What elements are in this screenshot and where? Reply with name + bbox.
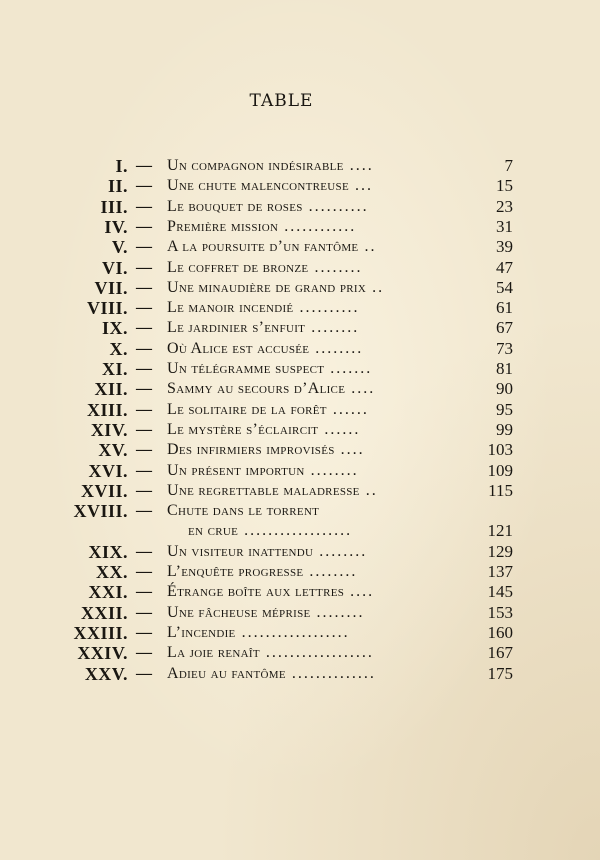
dot-leader: .................. <box>259 644 374 662</box>
dot-leader: .................. <box>235 623 350 641</box>
page-number: 109 <box>487 460 513 480</box>
toc-entry <box>0 379 600 399</box>
page-number: 23 <box>496 196 513 216</box>
page-number: 61 <box>496 298 513 318</box>
page-number: 15 <box>496 176 513 196</box>
chapter-title: Adieu au fantôme .............. <box>167 664 376 682</box>
chapter-dash: — <box>136 157 152 174</box>
chapter-title: L’incendie .................. <box>167 623 350 641</box>
page-number: 54 <box>496 277 513 297</box>
toc-entry <box>0 176 600 196</box>
page-number: 103 <box>487 440 513 460</box>
chapter-numeral: IV. <box>104 216 128 237</box>
chapter-title: Le jardinier s’enfuit ........ <box>167 319 360 337</box>
toc-entry <box>0 400 600 420</box>
toc-entry <box>0 156 600 176</box>
toc-entry <box>0 359 600 379</box>
chapter-title: Une regrettable maladresse .. <box>167 481 378 499</box>
page-number: 95 <box>496 399 513 419</box>
chapter-numeral: VIII. <box>86 298 128 319</box>
chapter-title: Des infirmiers improvisés .... <box>167 441 365 459</box>
chapter-title: La joie renaît .................. <box>167 644 374 662</box>
toc-entry <box>0 481 600 501</box>
dot-leader: .... <box>345 380 376 398</box>
chapter-title: Le manoir incendié .......... <box>167 299 360 317</box>
toc-entry <box>0 603 600 623</box>
chapter-title: Une minaudière de grand prix .. <box>167 278 385 296</box>
chapter-dash: — <box>136 400 152 418</box>
dot-leader: .......... <box>302 197 369 215</box>
page-number: 153 <box>487 602 513 622</box>
chapter-title: Première mission ............ <box>167 217 357 235</box>
dot-leader: .. <box>366 278 385 296</box>
dot-leader: ...... <box>318 420 361 438</box>
chapter-title: Une chute malencontreuse ... <box>167 177 373 195</box>
dot-leader: ........ <box>310 603 365 621</box>
toc-entry <box>0 440 600 460</box>
chapter-dash: — <box>136 360 152 377</box>
page-number: 115 <box>488 480 513 500</box>
page-number: 137 <box>487 562 513 581</box>
dot-leader: ........ <box>304 461 359 479</box>
dot-leader: ........ <box>305 319 360 337</box>
toc-entry <box>0 623 600 643</box>
chapter-title: Le mystère s’éclaircit ...... <box>167 420 361 438</box>
chapter-dash: — <box>136 238 152 256</box>
page-number: 39 <box>496 237 513 257</box>
page-number: 129 <box>487 541 513 561</box>
page-number: 167 <box>487 643 513 663</box>
chapter-dash: — <box>136 380 152 398</box>
chapter-numeral: XXIII. <box>73 622 128 643</box>
page-number: 121 <box>487 521 513 541</box>
chapter-numeral: XX. <box>96 562 128 582</box>
chapter-numeral: XXII. <box>80 602 128 623</box>
page-number: 81 <box>496 359 513 378</box>
page-number: 7 <box>504 156 513 175</box>
chapter-dash: — <box>136 441 152 459</box>
chapter-numeral: V. <box>111 237 128 258</box>
toc-entry <box>0 582 600 602</box>
chapter-dash: — <box>136 461 152 479</box>
chapter-title: Un visiteur inattendu ........ <box>167 542 368 560</box>
chapter-numeral: XV. <box>98 440 128 461</box>
chapter-numeral: XXIV. <box>77 643 128 664</box>
chapter-dash: — <box>136 278 152 296</box>
toc-entry <box>0 461 600 481</box>
dot-leader: .................. <box>238 522 353 540</box>
chapter-title: Un présent importun ........ <box>167 461 359 479</box>
toc-entry <box>0 664 600 684</box>
chapter-dash: — <box>136 197 152 215</box>
chapter-numeral: XII. <box>94 379 128 400</box>
chapter-dash: — <box>136 603 152 621</box>
chapter-title: Chute dans le torrent <box>167 502 320 520</box>
page-number: 160 <box>487 622 513 642</box>
chapter-dash: — <box>136 542 152 560</box>
chapter-numeral: XXV. <box>84 663 128 684</box>
chapter-title: Sammy au secours d’Alice .... <box>167 380 376 398</box>
page-number: 99 <box>496 419 513 439</box>
page-number: 90 <box>496 379 513 399</box>
chapter-numeral: XVII. <box>80 480 128 501</box>
chapter-dash: — <box>136 481 152 499</box>
chapter-numeral: III. <box>100 196 128 217</box>
page-number: 47 <box>496 257 513 277</box>
chapter-numeral: XIII. <box>86 399 128 420</box>
chapter-numeral: XI. <box>101 359 128 379</box>
toc-entry <box>0 258 600 278</box>
dot-leader: ............ <box>278 217 357 235</box>
chapter-title: Une fâcheuse méprise ........ <box>167 603 365 621</box>
toc-entry <box>0 197 600 217</box>
chapter-dash: — <box>136 258 152 276</box>
chapter-numeral: X. <box>109 338 128 359</box>
dot-leader: .. <box>359 481 378 499</box>
toc-entry <box>0 298 600 318</box>
page-number: 175 <box>487 663 513 683</box>
toc-entry <box>0 542 600 562</box>
chapter-dash: — <box>136 420 152 438</box>
toc-entry <box>0 501 600 521</box>
chapter-title: Un télégramme suspect ....... <box>167 360 373 377</box>
chapter-title: Le bouquet de roses .......... <box>167 197 369 215</box>
chapter-numeral: II. <box>107 176 128 197</box>
dot-leader: ........ <box>308 258 363 276</box>
chapter-title: Étrange boîte aux lettres .... <box>167 583 375 601</box>
chapter-title: Où Alice est accusée ........ <box>167 339 364 357</box>
dot-leader: .......... <box>293 299 360 317</box>
chapter-numeral: XXI. <box>88 582 128 603</box>
chapter-numeral: XIX. <box>88 541 128 562</box>
chapter-dash: — <box>136 563 152 580</box>
toc-entry <box>0 420 600 440</box>
dot-leader: ....... <box>324 360 373 377</box>
toc-entry <box>0 278 600 298</box>
dot-leader: ........ <box>309 339 364 357</box>
chapter-dash: — <box>136 502 152 520</box>
chapter-dash: — <box>136 299 152 317</box>
chapter-numeral: XVIII. <box>73 501 128 522</box>
toc-entry <box>0 318 600 338</box>
chapter-title: Le coffret de bronze ........ <box>167 258 363 276</box>
dot-leader: .... <box>334 441 365 459</box>
chapter-dash: — <box>136 664 152 682</box>
dot-leader: ...... <box>326 400 369 418</box>
dot-leader: .... <box>344 583 375 601</box>
chapter-title: A la poursuite d’un fantôme .. <box>167 238 377 256</box>
chapter-dash: — <box>136 217 152 235</box>
chapter-numeral: XVI. <box>88 460 128 481</box>
page-number: 31 <box>496 216 513 236</box>
dot-leader: ........ <box>313 542 368 560</box>
chapter-dash: — <box>136 339 152 357</box>
dot-leader: .............. <box>285 664 376 682</box>
dot-leader: ........ <box>303 563 358 580</box>
toc-entry <box>0 562 600 582</box>
chapter-title: en crue .................. <box>188 522 353 540</box>
toc-entry <box>0 521 600 541</box>
chapter-dash: — <box>136 583 152 601</box>
chapter-title: L’enquête progresse ........ <box>167 563 358 580</box>
chapter-dash: — <box>136 623 152 641</box>
chapter-dash: — <box>136 177 152 195</box>
chapter-numeral: VI. <box>101 257 128 278</box>
chapter-numeral: XIV. <box>90 419 128 440</box>
toc-entry <box>0 217 600 237</box>
page-number: 145 <box>487 582 513 602</box>
toc-entry <box>0 339 600 359</box>
toc-entry <box>0 643 600 663</box>
dot-leader: ... <box>348 177 373 195</box>
chapter-numeral: I. <box>115 156 128 176</box>
page-number: 73 <box>496 338 513 358</box>
toc-entry <box>0 237 600 257</box>
chapter-dash: — <box>136 644 152 662</box>
chapter-numeral: VII. <box>94 277 128 298</box>
chapter-title: Un compagnon indésirable .... <box>167 157 374 174</box>
chapter-title: Le solitaire de la forêt ...... <box>167 400 369 418</box>
dot-leader: .... <box>343 157 374 174</box>
chapter-dash: — <box>136 319 152 337</box>
page-title: TABLE <box>249 91 314 111</box>
chapter-numeral: IX. <box>101 318 128 339</box>
dot-leader: .. <box>358 238 377 256</box>
page-number: 67 <box>496 318 513 338</box>
